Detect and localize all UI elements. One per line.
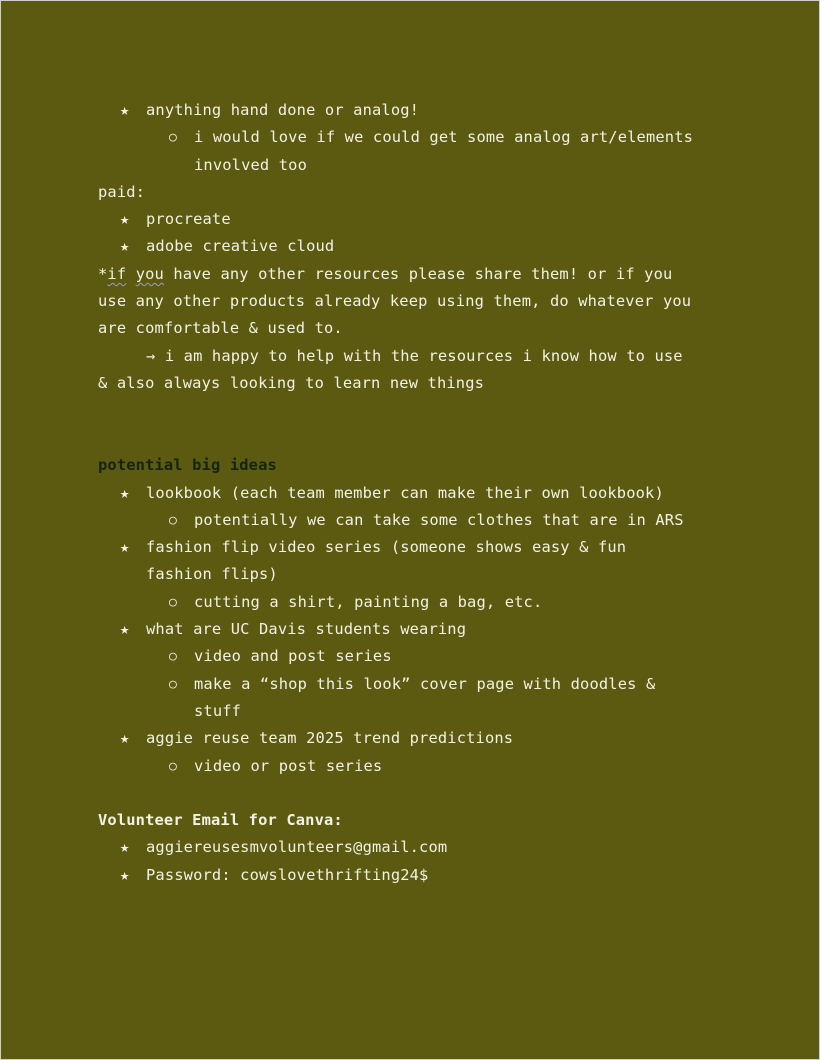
star-bullet-icon: ★ <box>120 838 130 857</box>
section-heading: potential big ideas <box>98 456 277 475</box>
star-bullet-icon: ★ <box>120 237 130 256</box>
circle-bullet-icon: ○ <box>169 512 177 528</box>
paid-label: paid: <box>98 182 146 201</box>
volunteer-heading: Volunteer Email for Canva: <box>98 811 343 830</box>
note-asterisk: * <box>98 264 108 283</box>
list-item-text: adobe creative cloud <box>146 237 335 256</box>
list-item <box>98 834 738 861</box>
circle-bullet-icon: ○ <box>169 676 177 692</box>
list-item-text: procreate <box>146 210 231 229</box>
sub-list-item <box>98 507 738 534</box>
star-bullet-icon: ★ <box>120 729 130 748</box>
sub-list-item <box>98 124 738 151</box>
list-item <box>98 725 738 752</box>
volunteer-email: aggiereusesmvolunteers@gmail.com <box>146 838 448 857</box>
note-text: have any other resources please share them! or if you <box>173 264 673 283</box>
list-item <box>98 616 738 643</box>
sub-list-item-text: cutting a shirt, painting a bag, etc. <box>194 592 543 611</box>
sub-list-item-continuation: involved too <box>194 155 307 174</box>
list-item <box>98 97 738 124</box>
circle-bullet-icon: ○ <box>169 130 177 146</box>
list-item-text: aggie reuse team 2025 trend predictions <box>146 729 514 748</box>
sub-list-item <box>98 589 738 616</box>
list-item-continuation: fashion flips) <box>146 565 278 584</box>
star-bullet-icon: ★ <box>120 538 130 557</box>
sub-list-item-text: make a “shop this look” cover page with doodles & <box>194 674 656 693</box>
sub-list-item-text: video and post series <box>194 647 392 666</box>
circle-bullet-icon: ○ <box>169 758 177 774</box>
list-item <box>98 480 738 507</box>
note-line <box>98 261 738 288</box>
list-item-text: lookbook (each team member can make their own lookbook) <box>146 483 664 502</box>
spellcheck-word: if <box>107 264 127 283</box>
star-bullet-icon: ★ <box>120 620 130 639</box>
note-line: are comfortable & used to. <box>98 319 343 338</box>
arrow-note: → i am happy to help with the resources i know how to use <box>146 346 683 365</box>
sub-list-item-continuation: stuff <box>194 701 242 720</box>
star-bullet-icon: ★ <box>120 865 130 884</box>
list-item <box>98 862 738 889</box>
list-item <box>98 233 738 260</box>
sub-list-item-text: video or post series <box>194 756 383 775</box>
spellcheck-word: you <box>135 264 164 283</box>
circle-bullet-icon: ○ <box>169 649 177 665</box>
sub-list-item <box>98 643 738 670</box>
note-line: use any other products already keep using them, do whatever you <box>98 292 692 311</box>
list-item <box>98 534 738 561</box>
list-item-text: fashion flip video series (someone shows easy & fun <box>146 538 627 557</box>
list-item-text: what are UC Davis students wearing <box>146 620 467 639</box>
star-bullet-icon: ★ <box>120 483 130 502</box>
sub-list-item <box>98 671 738 698</box>
list-item <box>98 206 738 233</box>
star-bullet-icon: ★ <box>120 210 130 229</box>
arrow-note-continuation: & also always looking to learn new things <box>98 373 485 392</box>
sub-list-item <box>98 753 738 780</box>
star-bullet-icon: ★ <box>120 101 130 119</box>
list-item-text: anything hand done or analog! <box>146 101 420 119</box>
document-body <box>98 97 738 889</box>
sub-list-item-text: potentially we can take some clothes that are in ARS <box>194 510 684 529</box>
sub-list-item-text: i would love if we could get some analog art/elements <box>194 128 694 147</box>
circle-bullet-icon: ○ <box>169 594 177 610</box>
volunteer-password: Password: cowslovethrifting24$ <box>146 865 429 884</box>
